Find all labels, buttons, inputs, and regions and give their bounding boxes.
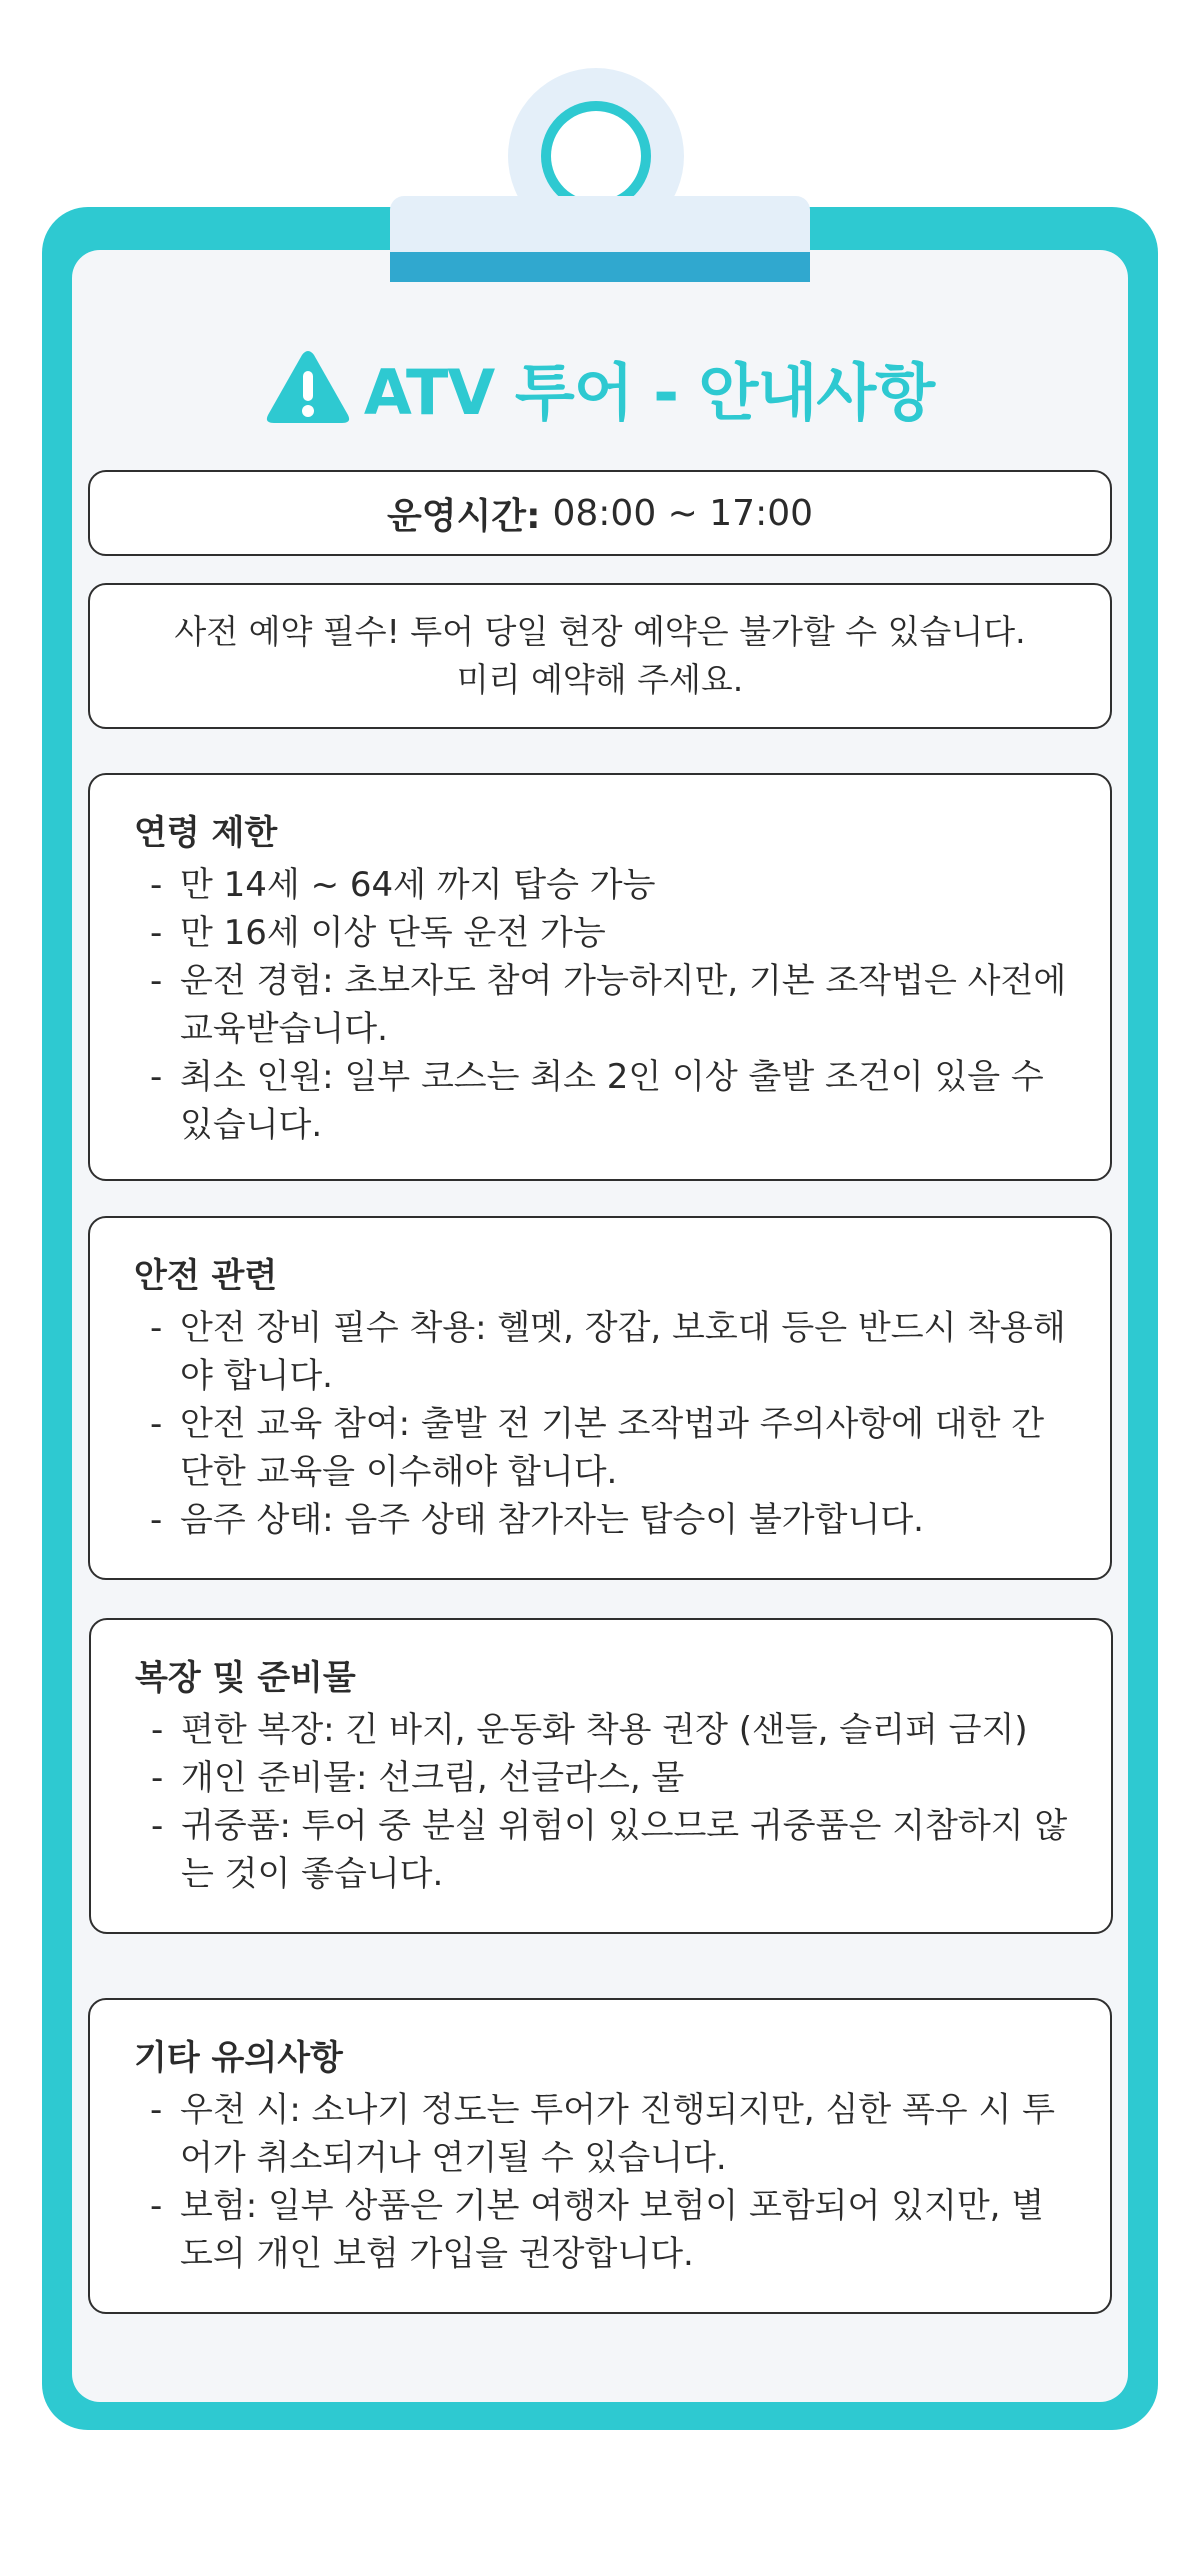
warning-triangle-icon — [266, 349, 350, 425]
operating-hours-box — [88, 470, 1112, 556]
section-list — [134, 2086, 1070, 2278]
section-other-notes — [88, 1998, 1112, 2314]
list-item: - 개인 준비물: 선크림, 선글라스, 물 — [143, 1754, 1071, 1802]
clip-body — [390, 196, 810, 252]
section-list — [134, 1304, 1070, 1544]
reservation-notice-box — [88, 583, 1112, 729]
section-clothing-supplies — [89, 1618, 1113, 1934]
list-item: - 편한 복장: 긴 바지, 운동화 착용 권장 (샌들, 슬리퍼 금지) — [143, 1706, 1071, 1754]
clip-ring-hole — [551, 111, 641, 201]
list-item: - 안전 장비 필수 착용: 헬멧, 장갑, 보호대 등은 반드시 착용해야 합니다. — [142, 1304, 1070, 1400]
list-item: - 보험: 일부 상품은 기본 여행자 보험이 포함되어 있지만, 별도의 개인 보험 가입을 권장합니다. — [142, 2182, 1070, 2278]
list-item: - 귀중품: 투어 중 분실 위험이 있으므로 귀중품은 지참하지 않는 것이 좋습니다. — [143, 1802, 1071, 1898]
list-item: - 만 14세 ~ 64세 까지 탑승 가능 — [142, 861, 1070, 909]
page-title — [0, 342, 1200, 432]
notice-line-2: 미리 예약해 주세요. — [456, 660, 744, 699]
section-list — [134, 861, 1070, 1149]
list-item: - 만 16세 이상 단독 운전 가능 — [142, 909, 1070, 957]
section-age-limit — [88, 773, 1112, 1181]
notice-line-1: 사전 예약 필수! 투어 당일 현장 예약은 불가할 수 있습니다. — [174, 612, 1026, 651]
section-list — [135, 1706, 1071, 1898]
section-heading: 연령 제한 — [134, 813, 278, 853]
operating-hours-value: 08:00 ~ 17:00 — [552, 492, 814, 534]
list-item: - 우천 시: 소나기 정도는 투어가 진행되지만, 심한 폭우 시 투어가 취소되거나 연기될 수 있습니다. — [142, 2086, 1070, 2182]
list-item: - 안전 교육 참여: 출발 전 기본 조작법과 주의사항에 대한 간단한 교육을 이수해야 합니다. — [142, 1400, 1070, 1496]
section-heading: 기타 유의사항 — [134, 2038, 343, 2078]
section-safety — [88, 1216, 1112, 1580]
clip-band — [390, 252, 810, 282]
operating-hours-label: 운영시간: — [386, 495, 541, 537]
list-item: - 음주 상태: 음주 상태 참가자는 탑승이 불가합니다. — [142, 1496, 1070, 1544]
section-heading: 안전 관련 — [134, 1256, 278, 1296]
list-item: - 최소 인원: 일부 코스는 최소 2인 이상 출발 조건이 있을 수 있습니다. — [142, 1053, 1070, 1149]
title-text: ATV 투어 - 안내사항 — [363, 355, 935, 429]
section-heading: 복장 및 준비물 — [135, 1658, 356, 1698]
list-item: - 운전 경험: 초보자도 참여 가능하지만, 기본 조작법은 사전에 교육받습니다. — [142, 957, 1070, 1053]
